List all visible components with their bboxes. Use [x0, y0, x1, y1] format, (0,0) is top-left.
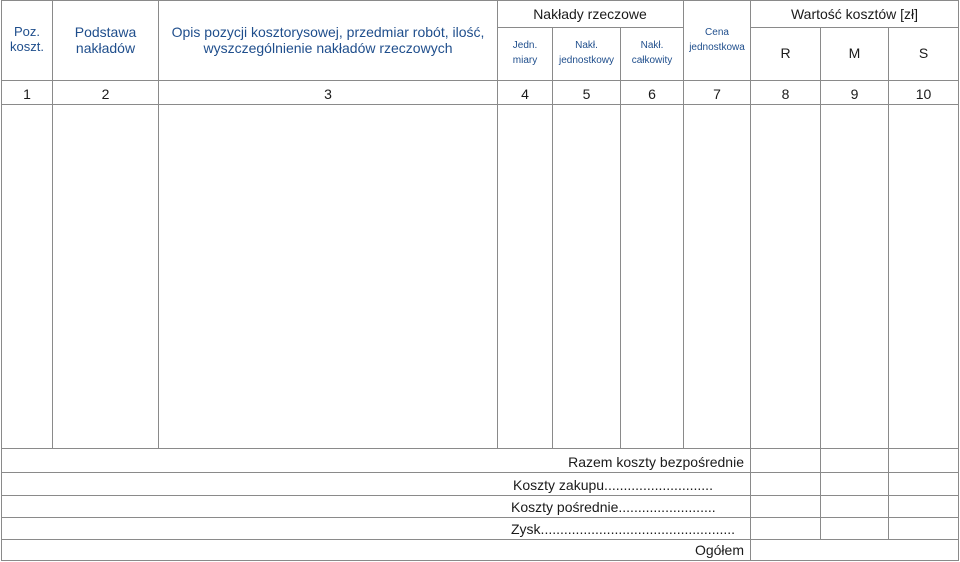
table-border-bottom	[1, 560, 959, 561]
body-bottom-line	[1, 448, 959, 449]
header-poz	[2, 25, 52, 55]
header-naklady-group: Nakłady rzeczowe	[533, 6, 647, 22]
header-nakl-calk	[621, 38, 683, 68]
header-opis-line2: wyszczególnienie nakładów rzeczowych	[203, 40, 453, 57]
col-divider-8	[820, 28, 821, 539]
col-divider-2	[158, 0, 159, 448]
numbers-bottom-line	[1, 104, 959, 105]
summary-line-2	[1, 495, 959, 496]
summary-koszty-posrednie-label: Koszty pośrednie.........................	[511, 499, 716, 515]
summary-line-4	[1, 539, 959, 540]
header-wartosc-group: Wartość kosztów [zł]	[790, 6, 919, 22]
header-podstawa	[53, 24, 158, 56]
naklady-group-divider	[497, 27, 683, 28]
header-col-s: S	[918, 45, 929, 61]
header-col-m: M	[848, 45, 861, 61]
table-border-right	[958, 0, 959, 561]
summary-ogolem-label: Ogółem	[694, 542, 744, 558]
header-podstawa-line1: Podstawa	[74, 24, 137, 40]
column-number: 5	[582, 86, 591, 102]
table-border-left	[1, 0, 2, 561]
header-nakl-calk-line1: Nakł.	[640, 40, 664, 51]
header-nakl-jedn-line1: Nakł.	[575, 40, 598, 51]
header-jedn-line1: Jedn.	[512, 40, 538, 51]
summary-line-3	[1, 517, 959, 518]
header-nakl-calk-line2: całkowity	[631, 55, 673, 66]
summary-zysk-label: Zysk..................................................	[511, 521, 736, 537]
header-podstawa-line2: nakładów	[75, 40, 136, 57]
column-number: 9	[850, 86, 859, 102]
column-number: 3	[324, 86, 332, 102]
header-nakl-jedn-line2: jednostkowy	[558, 55, 615, 66]
header-poz-line1: Poz.	[13, 24, 40, 39]
col-divider-1	[52, 0, 53, 448]
header-nakl-jedn	[553, 38, 620, 68]
header-poz-line2: koszt.	[10, 38, 44, 54]
header-opis	[159, 24, 497, 56]
table-border-top	[1, 0, 959, 1]
column-number: 6	[648, 86, 656, 102]
header-cena-line1: Cena	[705, 27, 729, 38]
summary-line-1	[1, 472, 959, 473]
header-bottom-line	[1, 80, 959, 81]
header-opis-line1: Opis pozycji kosztorysowej, przedmiar robót, ilość,	[171, 24, 485, 40]
header-col-r: R	[780, 45, 791, 61]
column-number: 1	[23, 86, 31, 102]
col-divider-6	[683, 0, 684, 448]
column-number: 7	[713, 86, 721, 102]
col-divider-9	[888, 28, 889, 539]
header-cena	[684, 25, 750, 55]
header-jedn	[498, 38, 552, 68]
column-number: 10	[915, 86, 932, 102]
column-number: 2	[101, 86, 110, 102]
column-number: 4	[521, 86, 529, 102]
wartosc-group-divider	[750, 27, 958, 28]
header-cena-line2: jednostkowa	[689, 42, 745, 53]
col-divider-7	[750, 0, 751, 561]
summary-razem-label: Razem koszty bezpośrednie	[568, 454, 744, 470]
column-number: 8	[781, 86, 790, 102]
header-jedn-line2: miary	[512, 55, 538, 66]
summary-koszty-zakupu-label: Koszty zakupu............................	[513, 477, 713, 493]
